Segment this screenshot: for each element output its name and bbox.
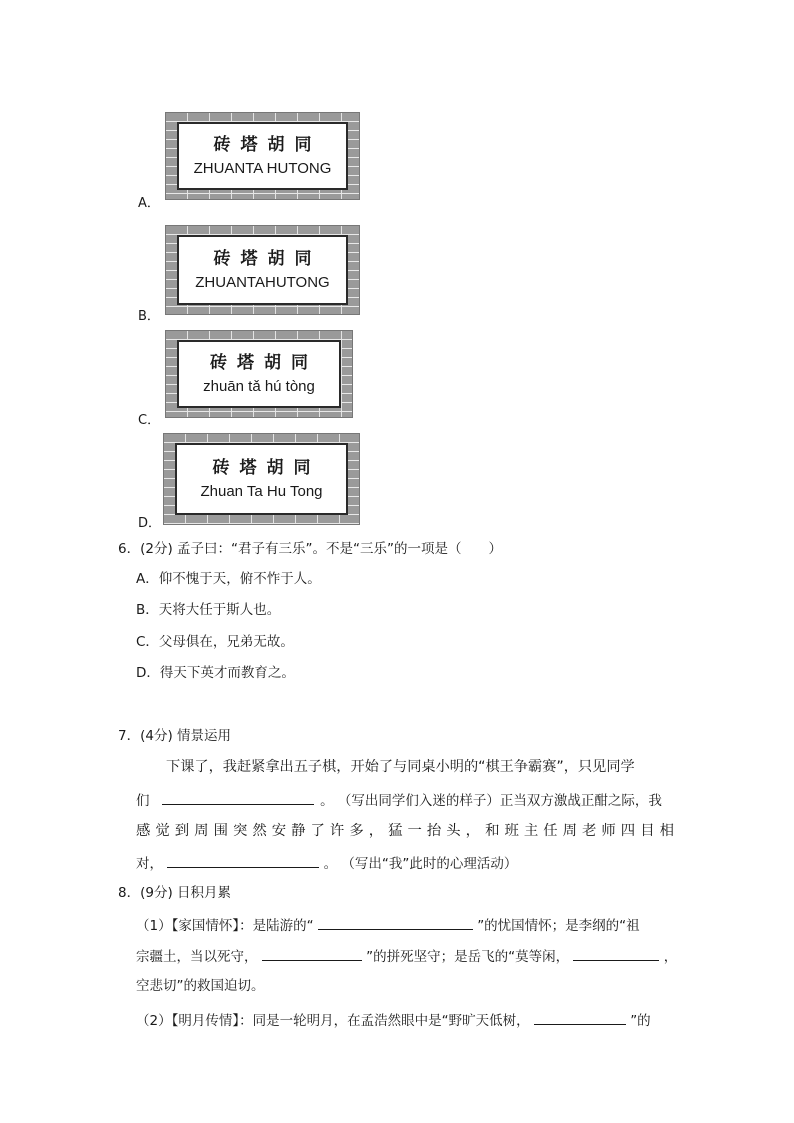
q8-text: ”的忧国情怀；是李纲的“祖: [477, 918, 640, 934]
q8-text: （1）【家国情怀】：是陆游的“: [136, 918, 314, 934]
q8-part1-line-3: 空悲切”的救国迫切。: [136, 978, 265, 994]
q8-text: ”的: [630, 1013, 651, 1029]
sign-option-b: [165, 225, 360, 315]
q8-part2-line-1: [136, 1009, 651, 1031]
q7-text: 对，: [136, 856, 163, 872]
sign-option-d: [163, 433, 360, 525]
q6-stem: 6．(2分) 孟子曰：“君子有三乐”。不是“三乐”的一项是（ ）: [118, 541, 502, 557]
q6-option-a: A．仰不愧于天，俯不怍于人。: [136, 571, 321, 587]
q7-paragraph-line-1: 下课了，我赶紧拿出五子棋，开始了与同桌小明的“棋王争霸赛”，只见同学: [166, 759, 635, 775]
q8-part1-line-2: [136, 945, 677, 967]
sign-plate: [177, 235, 348, 305]
sign-pinyin: ZHUANTA HUTONG: [193, 159, 332, 177]
q6-option-c: C．父母俱在，兄弟无故。: [136, 634, 294, 650]
sign-chinese: 砖塔胡同: [212, 457, 321, 478]
q7-paragraph-line-2: [136, 789, 662, 811]
sign-pinyin: Zhuan Ta Hu Tong: [200, 482, 323, 500]
q7-paragraph-line-3: 感觉到周围突然安静了许多，猛一抬头，和班主任周老师四目相: [136, 823, 674, 839]
q7-text: 。 （写出同学们入迷的样子）正当双方激战正酣之际，我: [320, 793, 662, 809]
q8-text: ”的拼死坚守；是岳飞的“莫等闲，: [366, 949, 570, 965]
q7-paragraph-line-4: [136, 852, 517, 874]
sign-option-c: [165, 330, 353, 418]
q8-text: ，: [663, 949, 678, 965]
q8-text: （2）【明月传情】：同是一轮明月，在孟浩然眼中是“野旷天低树，: [136, 1013, 530, 1029]
sign-option-a: [165, 112, 360, 200]
answer-blank[interactable]: [162, 789, 314, 805]
sign-pinyin: ZHUANTAHUTONG: [195, 273, 330, 291]
sign-chinese: 砖塔胡同: [210, 352, 318, 373]
answer-blank[interactable]: [534, 1009, 626, 1025]
answer-blank[interactable]: [318, 914, 473, 930]
sign-plate: [177, 122, 348, 190]
q8-part1-line-1: [136, 914, 640, 936]
option-letter-a: A．: [138, 196, 160, 211]
sign-plate: [175, 443, 348, 515]
q7-stem: 7．(4分) 情景运用: [118, 728, 232, 744]
q8-stem: 8．(9分) 日积月累: [118, 885, 232, 901]
answer-blank[interactable]: [573, 945, 659, 961]
q7-text: 。 （写出“我”此时的心理活动）: [323, 856, 518, 872]
q7-text: 们: [136, 793, 150, 809]
option-letter-d: D．: [138, 516, 162, 531]
option-letter-c: C．: [138, 413, 161, 428]
q6-option-d: D．得天下英才而教育之。: [136, 665, 295, 681]
sign-chinese: 砖塔胡同: [213, 248, 322, 269]
q8-text: 宗疆土，当以死守，: [136, 949, 258, 965]
option-letter-b: B．: [138, 309, 160, 324]
answer-blank[interactable]: [262, 945, 362, 961]
sign-pinyin: zhuān tǎ hú tòng: [203, 377, 315, 395]
answer-blank[interactable]: [167, 852, 319, 868]
sign-chinese: 砖塔胡同: [213, 134, 322, 155]
sign-plate: [177, 340, 341, 408]
q6-option-b: B．天将大任于斯人也。: [136, 602, 281, 618]
